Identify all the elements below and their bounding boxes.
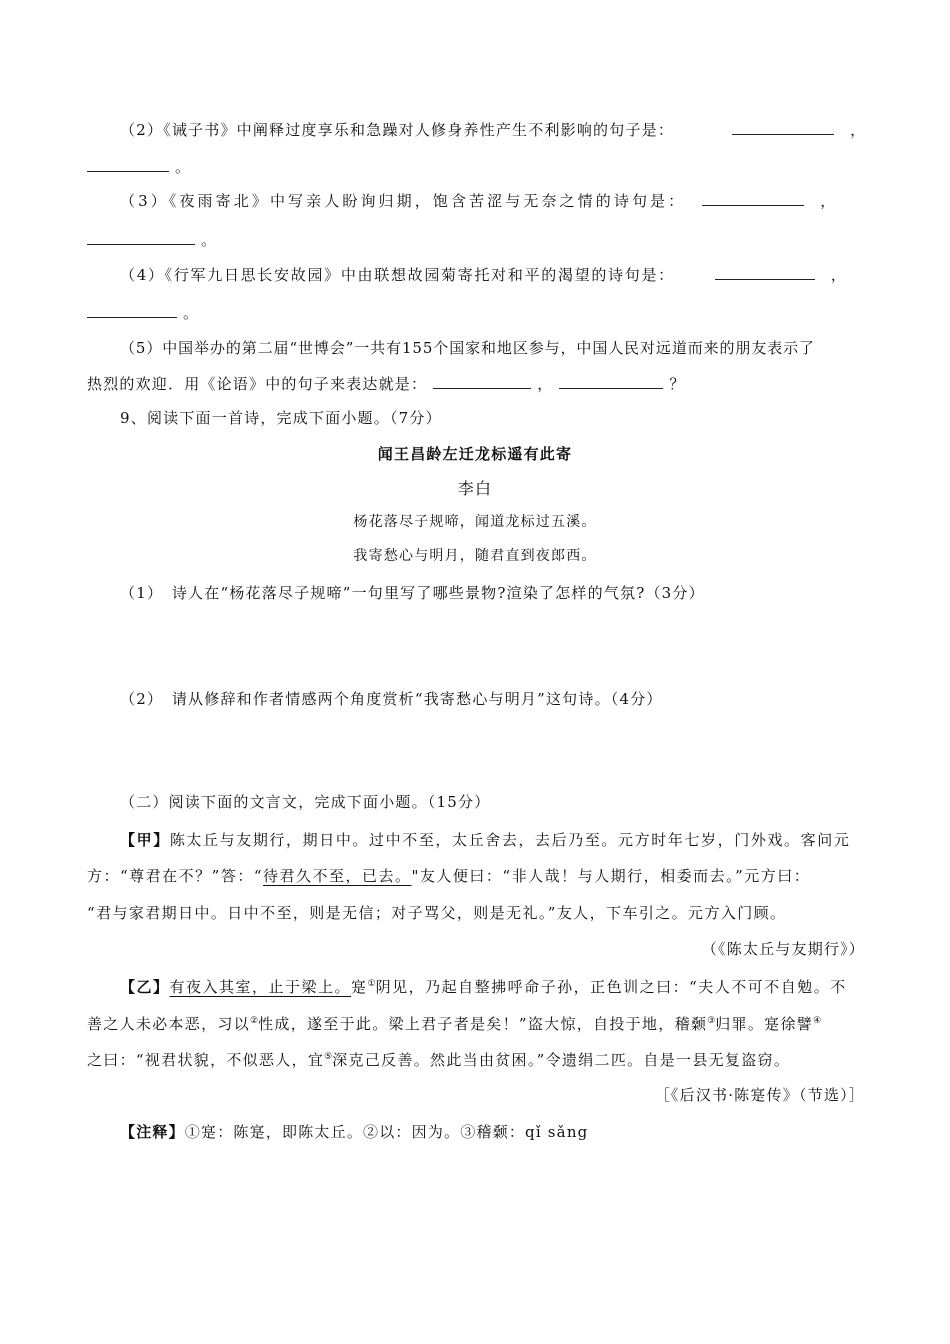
answer-blank[interactable] [433, 374, 531, 389]
q2-text: （2）《诫子书》中阐释过度享乐和急躁对人修身养性产生不利影响的句子是： [120, 121, 675, 139]
q9-heading: 9、阅读下面一首诗，完成下面小题。（7分） [120, 409, 442, 427]
part2-heading: （二）阅读下面的文言文，完成下面小题。（15分） [120, 793, 491, 811]
poem-title: 闻王昌龄左迁龙标遥有此寄 [377, 445, 573, 463]
underlined-sentence: 有夜入其室，止于梁上。 [169, 978, 352, 996]
source-yi: ［《后汉书·陈寔传》（节选）］ [654, 1086, 865, 1104]
underlined-sentence: 待君久不至，已去。 [263, 867, 412, 885]
annotation: 【注释】①寔：陈寔，即陈太丘。②以：因为。③稽颡：qǐ sǎng [120, 1123, 589, 1141]
answer-blank[interactable] [87, 230, 195, 245]
answer-blank[interactable] [732, 120, 834, 135]
poem-author: 李白 [457, 479, 493, 498]
answer-blank[interactable] [87, 157, 169, 172]
source-jia: （《陈太丘与友期行》） [701, 940, 865, 958]
q9-sub1: （1） 诗人在“杨花落尽子规啼”一句里写了哪些景物?渲染了怎样的气氛?（3分） [120, 584, 705, 602]
answer-blank[interactable] [702, 191, 804, 206]
answer-blank[interactable] [715, 265, 815, 280]
q9-sub2: （2） 请从修辞和作者情感两个角度赏析“我寄愁心与明月”这句诗。（4分） [120, 690, 663, 708]
answer-blank[interactable] [87, 303, 177, 318]
answer-blank[interactable] [559, 374, 663, 389]
poem-verse: 杨花落尽子规啼，闻道龙标过五溪。 [353, 514, 597, 530]
passage-yi: 【乙】有夜入其室，止于梁上。寔①阴见，乃起自整拂呼命子孙，正色训之曰：“夫人不可不自勉。不 [120, 978, 847, 996]
passage-jia: 【甲】陈太丘与友期行，期日中。过中不至，太丘舍去，去后乃至。元方时年七岁，门外戏。客问元 [120, 831, 851, 849]
poem-verse: 我寄愁心与明月，随君直到夜郎西。 [353, 548, 597, 564]
